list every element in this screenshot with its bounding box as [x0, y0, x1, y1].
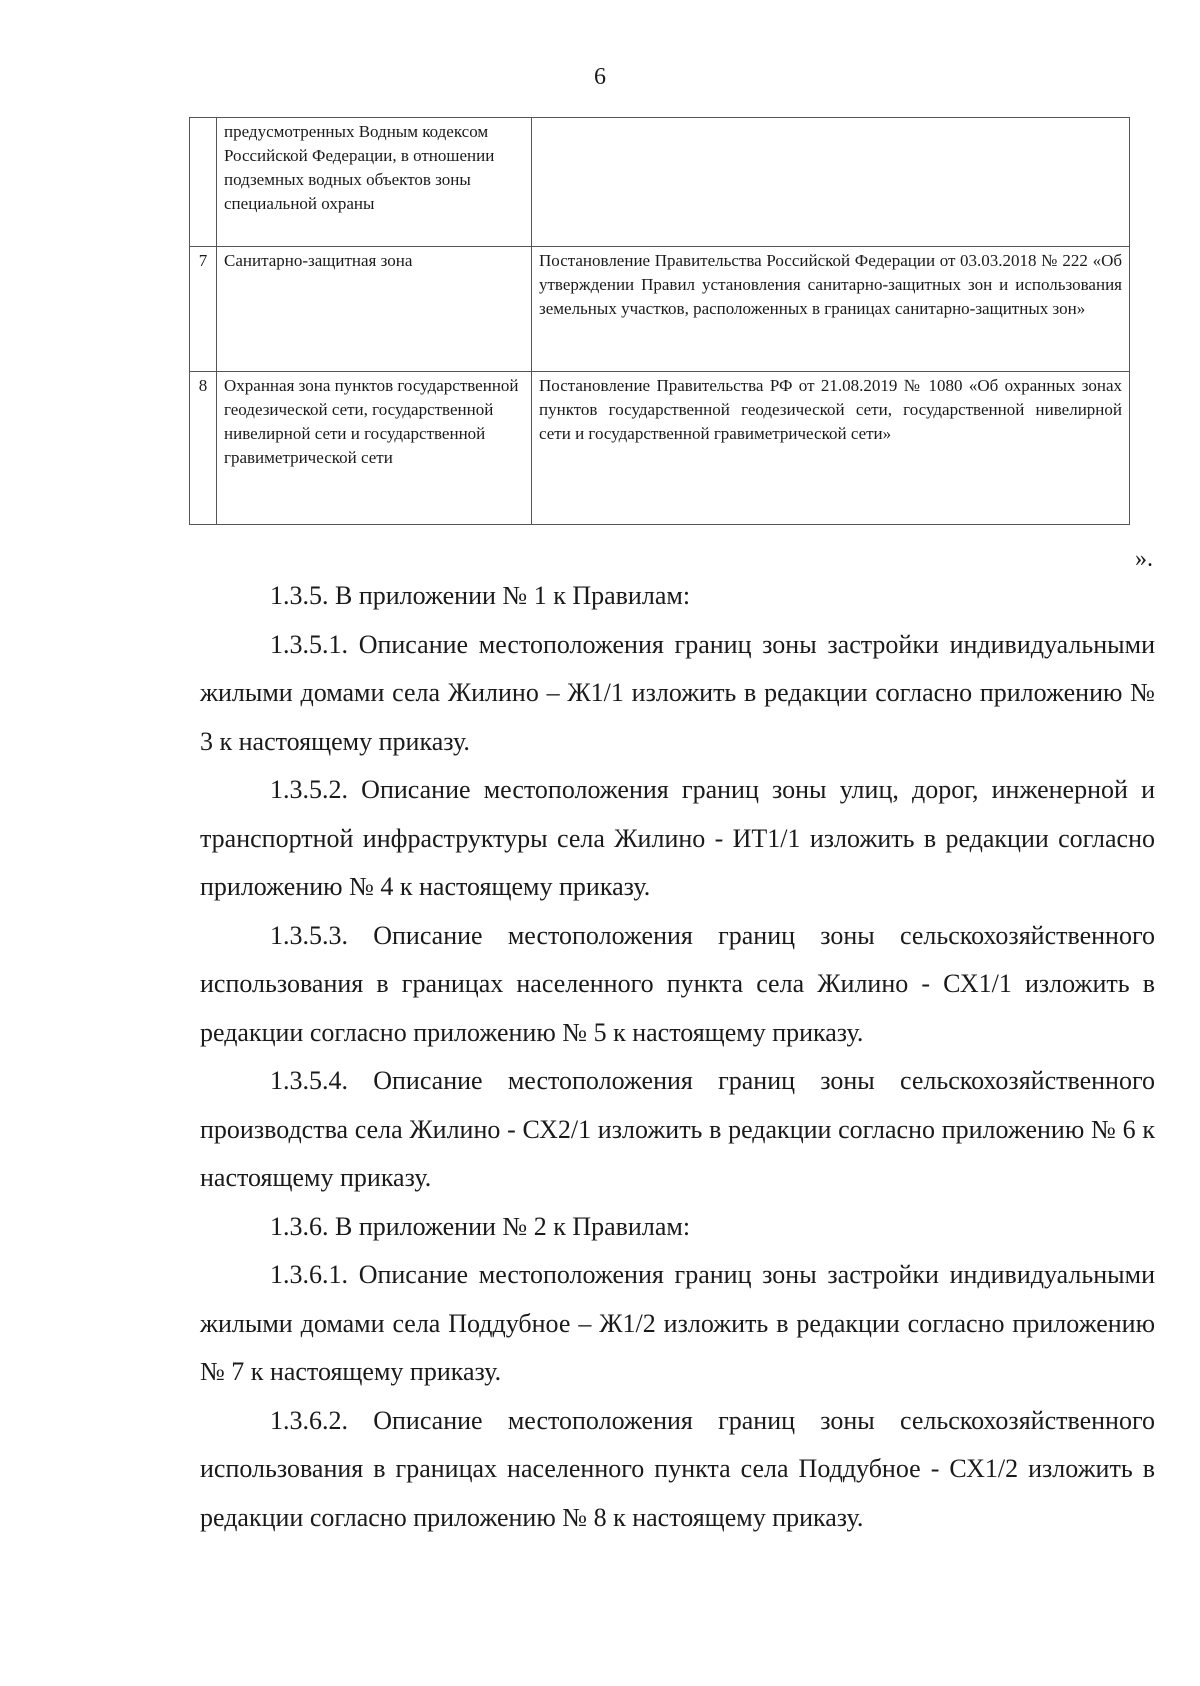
document-body	[200, 572, 1155, 1542]
row-number-cell	[190, 118, 217, 247]
closing-quote-mark: ».	[1135, 546, 1153, 572]
zone-name-cell: Охранная зона пунктов государственной геодезической сети, государственной нивелирной сети и государственной гравиметрической сети	[217, 372, 532, 525]
legal-basis-cell: Постановление Правительства Российской Федерации от 03.03.2018 № 222 «Об утверждении Правил установления санитарно-защитных зон и использования земельных участков, расположенных в границах санитарно-защитных зон»	[532, 247, 1130, 372]
zones-table	[189, 117, 1130, 525]
table-row	[190, 118, 1130, 247]
table-row	[190, 372, 1130, 525]
zone-name-cell: Санитарно-защитная зона	[217, 247, 532, 372]
paragraph: 1.3.5.1. Описание местоположения границ зоны застройки индивидуальными жилыми домами села Жилино – Ж1/1 изложить в редакции согласно приложению № 3 к настоящему приказу.	[200, 629, 1155, 756]
paragraph: 1.3.5.4. Описание местоположения границ зоны сельскохозяйственного производства села Жилино - СХ2/1 изложить в редакции согласно приложению № 6 к настоящему приказу.	[200, 1066, 1155, 1192]
legal-basis-cell	[532, 118, 1130, 247]
legal-basis-cell: Постановление Правительства РФ от 21.08.2019 № 1080 «Об охранных зонах пунктов государственной геодезической сети, государственной нивелирной сети и государственной гравиметрической сети»	[532, 372, 1130, 525]
row-number-cell: 8	[190, 372, 217, 525]
paragraph: 1.3.6.2. Описание местоположения границ зоны сельскохозяйственного использования в границах населенного пункта села Поддубное - СХ1/2 изложить в редакции согласно приложению № 8 к настоящему приказу.	[200, 1405, 1155, 1532]
paragraph: 1.3.5. В приложении № 1 к Правилам:	[270, 581, 691, 610]
row-number-cell: 7	[190, 247, 217, 372]
table-row	[190, 247, 1130, 372]
paragraph: 1.3.6.1. Описание местоположения границ зоны застройки индивидуальными жилыми домами села Поддубное – Ж1/2 изложить в редакции согласно приложению № 7 к настоящему приказу.	[200, 1260, 1155, 1386]
paragraph: 1.3.5.3. Описание местоположения границ зоны сельскохозяйственного использования в границах населенного пункта села Жилино - СХ1/1 изложить в редакции согласно приложению № 5 к настоящему приказу.	[200, 920, 1155, 1047]
paragraph: 1.3.5.2. Описание местоположения границ зоны улиц, дорог, инженерной и транспортной инфраструктуры села Жилино - ИТ1/1 изложить в редакции согласно приложению № 4 к настоящему приказу.	[200, 775, 1155, 901]
page-number: 6	[594, 64, 606, 90]
paragraph: 1.3.6. В приложении № 2 к Правилам:	[270, 1211, 691, 1241]
zone-name-cell: предусмотренных Водным кодексом Российской Федерации, в отношении подземных водных объектов зоны специальной охраны	[217, 118, 532, 247]
